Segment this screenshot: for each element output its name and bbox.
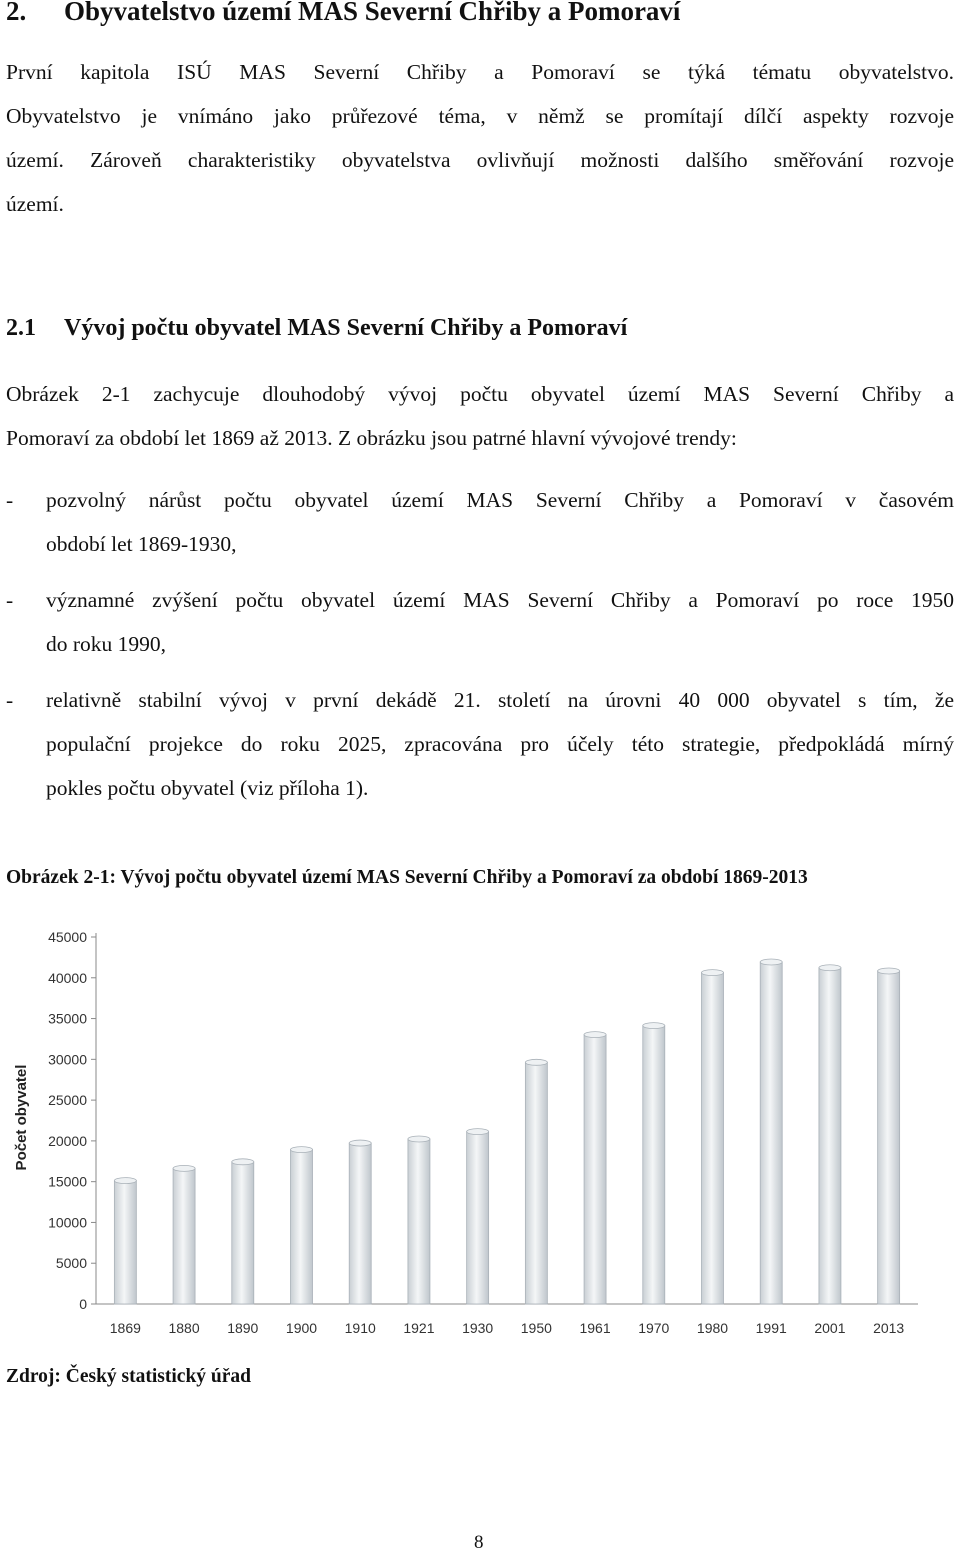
bar-cap-1890 <box>232 1159 254 1165</box>
y-tick-label: 20000 <box>48 1132 87 1149</box>
bar-cap-1910 <box>349 1140 371 1146</box>
bar-cap-1869 <box>114 1178 136 1184</box>
bar-1961 <box>584 1035 606 1304</box>
bar-1980 <box>702 973 724 1304</box>
bar-cap-1961 <box>584 1032 606 1038</box>
x-tick-label: 1880 <box>168 1320 200 1336</box>
y-tick-label: 40000 <box>48 969 87 986</box>
bar-1910 <box>349 1143 371 1304</box>
section-heading <box>6 315 627 342</box>
y-tick-label: 5000 <box>55 1255 87 1272</box>
bullet-1-line-2: období let 1869-1930, <box>46 532 237 556</box>
bar-cap-1880 <box>173 1165 195 1171</box>
bullet-2-line-2: do roku 1990, <box>46 632 167 656</box>
x-tick-label: 2001 <box>814 1320 846 1336</box>
x-tick-label: 1890 <box>227 1320 259 1336</box>
y-tick-label: 35000 <box>48 1010 87 1027</box>
y-tick-label: 10000 <box>48 1214 87 1231</box>
bar-cap-2013 <box>878 968 900 974</box>
page-number: 8 <box>474 1532 484 1553</box>
intro-line-1: První kapitola ISÚ MAS Severní Chřiby a Pomoraví se týká tématu obyvatelstvo. <box>6 60 954 84</box>
y-tick-label: 45000 <box>48 929 87 945</box>
bar-cap-1930 <box>467 1129 489 1135</box>
y-tick-label: 15000 <box>48 1173 87 1190</box>
bullet-dash-3: - <box>6 688 14 712</box>
source-label: Zdroj: Český statistický úřad <box>6 1366 252 1387</box>
intro-line-2: Obyvatelstvo je vnímáno jako průřezové téma, v němž se promítají dílčí aspekty rozvoje <box>6 104 954 128</box>
x-tick-label: 2013 <box>873 1320 905 1336</box>
section-title: Vývoj počtu obyvatel MAS Severní Chřiby a Pomoraví <box>64 315 628 341</box>
bullet-dash-2: - <box>6 588 14 612</box>
section-number: 2.1 <box>6 315 36 341</box>
bar-cap-2001 <box>819 965 841 971</box>
y-tick-label: 0 <box>79 1296 87 1312</box>
bar-cap-1980 <box>702 970 724 976</box>
section-line-1: Obrázek 2-1 zachycuje dlouhodobý vývoj počtu obyvatel území MAS Severní Chřiby a <box>6 382 954 406</box>
x-tick-label: 1930 <box>462 1320 494 1336</box>
bar-cap-1900 <box>291 1147 313 1153</box>
figure-caption: Obrázek 2-1: Vývoj počtu obyvatel území MAS Severní Chřiby a Pomoraví za období 1869-2013 <box>6 867 808 888</box>
chapter-title: Obyvatelstvo území MAS Severní Chřiby a Pomoraví <box>64 0 681 26</box>
x-tick-label: 1961 <box>579 1320 611 1336</box>
x-tick-label: 1980 <box>696 1320 729 1336</box>
x-tick-label: 1921 <box>403 1320 435 1336</box>
x-tick-label: 1900 <box>285 1320 318 1336</box>
bar-1900 <box>291 1150 313 1304</box>
population-bar-chart <box>0 915 960 1345</box>
bar-cap-1950 <box>525 1059 547 1065</box>
x-tick-label: 1910 <box>344 1320 376 1336</box>
y-axis-title: Počet obyvatel <box>13 1064 30 1171</box>
bar-cap-1921 <box>408 1136 430 1142</box>
bullet-3-line-1: relativně stabilní vývoj v první dekádě 21. století na úrovni 40 000 obyvatel s tím, že <box>46 688 954 712</box>
intro-line-4: území. <box>6 192 64 216</box>
bar-1880 <box>173 1168 195 1304</box>
bar-2013 <box>878 971 900 1304</box>
bar-1869 <box>114 1181 136 1304</box>
bar-2001 <box>819 968 841 1304</box>
bar-1890 <box>232 1162 254 1304</box>
section-line-2: Pomoraví za období let 1869 až 2013. Z obrázku jsou patrné hlavní vývojové trendy: <box>6 426 737 450</box>
chapter-number: 2. <box>6 0 27 26</box>
x-tick-label: 1869 <box>109 1320 141 1336</box>
bar-1950 <box>525 1062 547 1304</box>
bar-1970 <box>643 1026 665 1304</box>
bullet-dash-1: - <box>6 488 14 512</box>
bullet-3-line-3: pokles počtu obyvatel (viz příloha 1). <box>46 776 369 800</box>
x-tick-label: 1970 <box>638 1320 670 1336</box>
bar-cap-1991 <box>760 959 782 965</box>
x-tick-label: 1950 <box>520 1320 552 1336</box>
bar-1930 <box>467 1132 489 1304</box>
bar-cap-1970 <box>643 1023 665 1029</box>
y-tick-label: 30000 <box>48 1051 87 1068</box>
bullet-3-line-2: populační projekce do roku 2025, zpracována pro účely této strategie, předpokládá mírný <box>46 732 954 756</box>
chapter-heading <box>6 0 680 27</box>
intro-line-3: území. Zároveň charakteristiky obyvatelstva ovlivňují možnosti dalšího směřování rozvoje <box>6 148 954 172</box>
bullet-2-line-1: významné zvýšení počtu obyvatel území MAS Severní Chřiby a Pomoraví po roce 1950 <box>46 588 954 612</box>
y-tick-label: 25000 <box>48 1092 87 1109</box>
x-tick-label: 1991 <box>755 1320 787 1336</box>
bar-1921 <box>408 1139 430 1304</box>
bar-1991 <box>760 962 782 1304</box>
bullet-1-line-1: pozvolný nárůst počtu obyvatel území MAS Severní Chřiby a Pomoraví v časovém <box>46 488 954 512</box>
